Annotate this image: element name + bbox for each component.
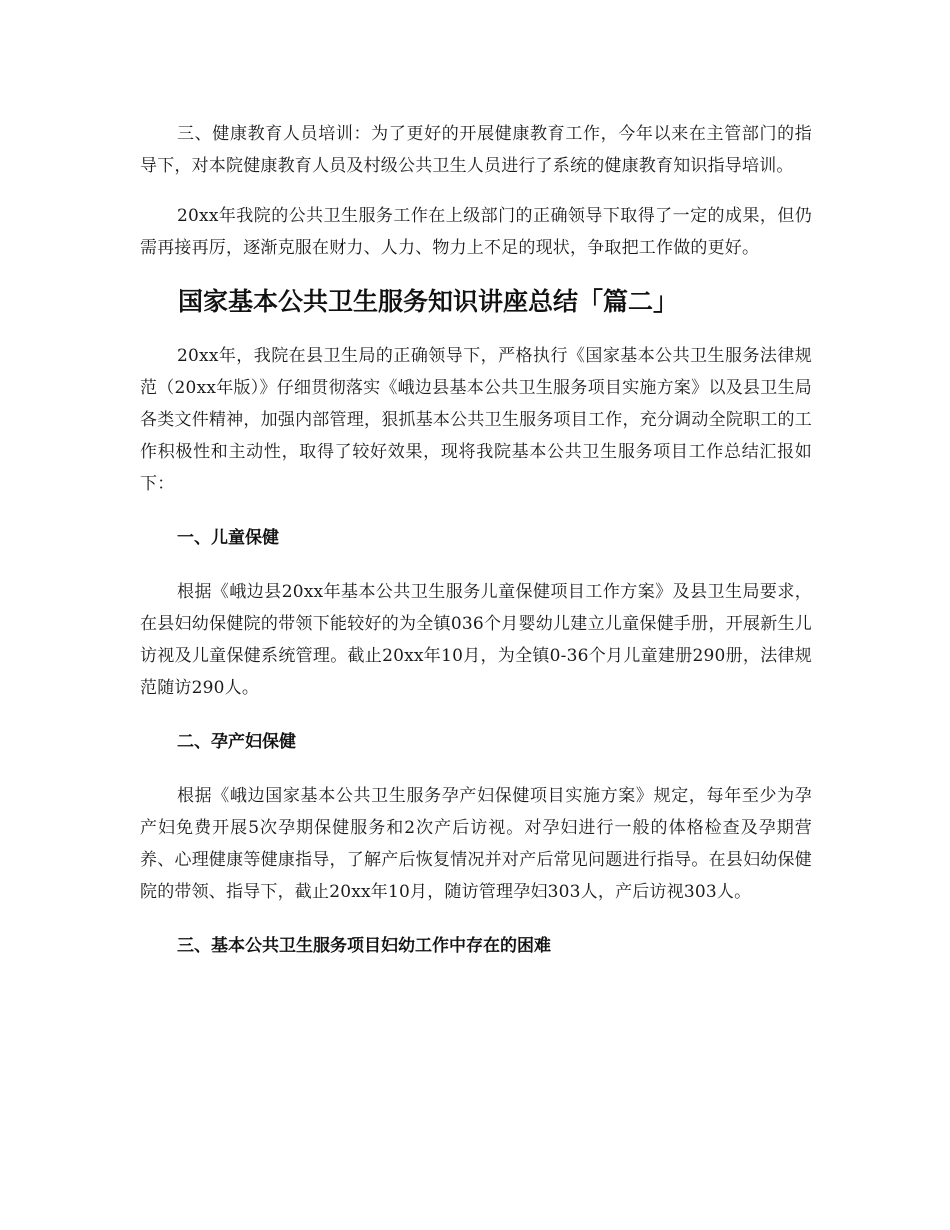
spacer xyxy=(140,554,812,576)
spacer xyxy=(140,264,812,282)
document-page xyxy=(140,118,812,962)
spacer xyxy=(140,758,812,780)
section-title: 国家基本公共卫生服务知识讲座总结「篇二」 xyxy=(178,287,679,316)
paragraph-staff-training: 三、健康教育人员培训：为了更好的开展健康教育工作，今年以来在主管部门的指导下，对本院健康教育人员及村级公共卫生人员进行了系统的健康教育知识指导培训。 xyxy=(140,124,812,176)
paragraph-child-health: 根据《峨边县20xx年基本公共卫生服务儿童保健项目工作方案》及县卫生局要求，在县妇幼保健院的带领下能较好的为全镇036个月婴幼儿建立儿童保健手册，开展新生儿访视及儿童保健系统管理。截止20xx年10月，为全镇0-36个月儿童建册290册，法律规范随访290人。 xyxy=(140,582,812,698)
paragraph-intro: 20xx年，我院在县卫生局的正确领导下，严格执行《国家基本公共卫生服务法律规范（20xx年版）》仔细贯彻落实《峨边县基本公共卫生服务项目实施方案》以及县卫生局各类文件精神，加强内部管理，狠抓基本公共卫生服务项目工作，充分调动全院职工的工作积极性和主动性，取得了较好效果，现将我院基本公共卫生服务项目工作总结汇报如下： xyxy=(140,346,812,494)
paragraph-year-summary: 20xx年我院的公共卫生服务工作在上级部门的正确领导下取得了一定的成果，但仍需再接再厉，逐渐克服在财力、人力、物力上不足的现状，争取把工作做的更好。 xyxy=(140,206,812,258)
heading-maternal-health: 二、孕产妇保健 xyxy=(177,732,296,752)
heading-child-health: 一、儿童保健 xyxy=(177,528,279,548)
spacer xyxy=(140,704,812,726)
spacer xyxy=(140,322,812,340)
heading-difficulties: 三、基本公共卫生服务项目妇幼工作中存在的困难 xyxy=(177,936,551,956)
paragraph-maternal-health: 根据《峨边国家基本公共卫生服务孕产妇保健项目实施方案》规定，每年至少为孕产妇免费开展5次孕期保健服务和2次产后访视。对孕妇进行一般的体格检查及孕期营养、心理健康等健康指导，了解产后恢复情况并对产后常见问题进行指导。在县妇幼保健院的带领、指导下，截止20xx年10月，随访管理孕妇303人，产后访视303人。 xyxy=(140,786,812,902)
spacer xyxy=(140,908,812,930)
spacer xyxy=(140,500,812,522)
spacer xyxy=(140,182,812,200)
